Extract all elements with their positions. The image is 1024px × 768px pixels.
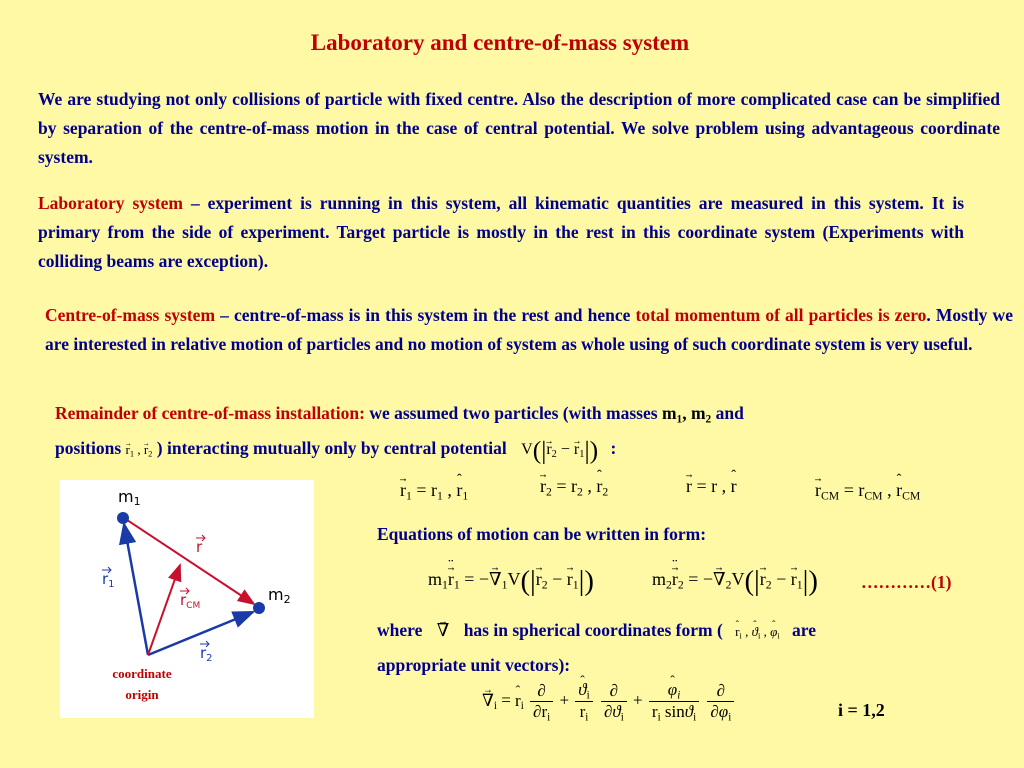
label-m2: m2 xyxy=(268,585,291,606)
mass-point-2 xyxy=(253,602,265,614)
laboratory-paragraph xyxy=(38,189,964,276)
cm-text-1: – centre-of-mass is in this system in the rest and hence xyxy=(215,305,636,325)
mass-m2: m xyxy=(690,403,706,423)
positions-label: positions xyxy=(55,438,122,459)
mass-m1: m xyxy=(661,403,677,423)
laboratory-term: Laboratory system xyxy=(38,193,184,213)
gradient-formula: → $\nabla_i$ = ˆ $r_i$ $\frac{\partial}{\partial r_i}$ + ˆ $\frac{ϑ_i}{r_i}$ $\frac{\partial}{\partial ϑ_i}$ + ˆ $\frac{\varphi_i}{r_i \sin ϑ_i}$ $\frac{\partial}{\partial\varphi_i}$ xyxy=(482,680,736,724)
laboratory-text: – experiment is running in this system, all kinematic quantities are measured in this system. It is primary from the side of experiment. Target particle is mostly in the rest in this coordinate system (Experiments with colliding beams are exception). xyxy=(38,193,965,271)
label-r1: $r_1$ xyxy=(102,570,115,590)
origin-label-line2: origin xyxy=(125,687,159,702)
equation-motion-1: $m_1¨ \to r_1$ = −→ $\nabla_1V(|\to r_2$ − → $r_1|$) xyxy=(428,565,594,598)
diagram-svg xyxy=(60,480,314,718)
label-m1: m1 xyxy=(118,487,141,508)
equation-number: …………(1) xyxy=(861,572,952,592)
where-text-1: where xyxy=(377,620,423,640)
vector-rcm-arrow xyxy=(148,565,180,655)
where-paragraph xyxy=(377,616,977,680)
index-label: i = 1,2 xyxy=(838,700,885,720)
r2-definition: → $r_2 = r_2$ , ˆ $r_2$ xyxy=(540,476,608,499)
cm-text-2: . Mostly we are interested in relative motion of particles and no motion of system as whole using of such coordinate system is very useful. xyxy=(45,305,1013,354)
r-definition: → r = r , ˆ r xyxy=(686,476,737,497)
remainder-text-3: ) interacting mutually only by central potential xyxy=(152,438,507,459)
label-r: r xyxy=(196,538,203,556)
where-text-4: appropriate unit vectors): xyxy=(377,654,571,675)
positions-formula: → $r_1$ , → $r_2$ xyxy=(126,442,153,457)
remainder-text-1: we assumed two particles (with masses xyxy=(364,403,662,423)
remainder-text-2: and xyxy=(711,403,744,423)
cm-term: Centre-of-mass system xyxy=(45,305,216,325)
nabla-symbol: → ∇ xyxy=(437,620,450,640)
r1-definition: → $r_1 = r_1$ , ˆ $r_1$ xyxy=(400,480,468,503)
unit-vectors-formula: ˆ $r_i$ , ˆ $ϑ_i$ , ˆ $\varphi_i$ xyxy=(735,624,780,639)
page-title: Laboratory and centre-of-mass system xyxy=(310,30,690,55)
intro-paragraph: We are studying not only collisions of particle with fixed centre. Also the description of more complicated case can be simplified by separation of the centre-of-mass motion in the case of central potential. We solve problem using advantageous coordinate system. xyxy=(38,89,1000,167)
remainder-label: Remainder of centre-of-mass installation: xyxy=(55,403,365,423)
label-rcm: $r_{CM}$ xyxy=(180,591,201,611)
equations-label: Equations of motion can be written in form: xyxy=(377,524,707,544)
cm-highlight: total momentum of all particles is zero xyxy=(635,305,927,325)
vector-r1-arrow xyxy=(124,524,148,655)
where-text-2: has in spherical coordinates form ( xyxy=(463,620,723,640)
where-text-3: are xyxy=(792,620,817,640)
equation-motion-2: $m_2¨ \to r_2$ = −→ $\nabla_2V(|\to r_2$ − → $r_1|$) xyxy=(652,565,818,598)
origin-label-line1: coordinate xyxy=(112,666,172,681)
potential-formula: $V(|\to r_2$ − → $r_1|$) xyxy=(521,441,598,458)
mass-point-1 xyxy=(117,512,129,524)
label-r2: $r_2$ xyxy=(200,644,213,664)
remainder-paragraph: Remainder of centre-of-mass installation: we assumed two particles (with masses $m_1$, $m_2$ and positions → $r_1$ , → $r_2$ ) interacting mutually only by central potential $V(|\to r_2$ − → $r_1|$) : xyxy=(55,399,995,470)
coordinate-diagram xyxy=(60,480,314,718)
centre-of-mass-paragraph xyxy=(45,301,1013,359)
rcm-definition: → $r_{CM} = r_{CM}$ , ˆ $r_{CM}$ xyxy=(815,480,920,503)
remainder-colon: : xyxy=(610,438,617,459)
